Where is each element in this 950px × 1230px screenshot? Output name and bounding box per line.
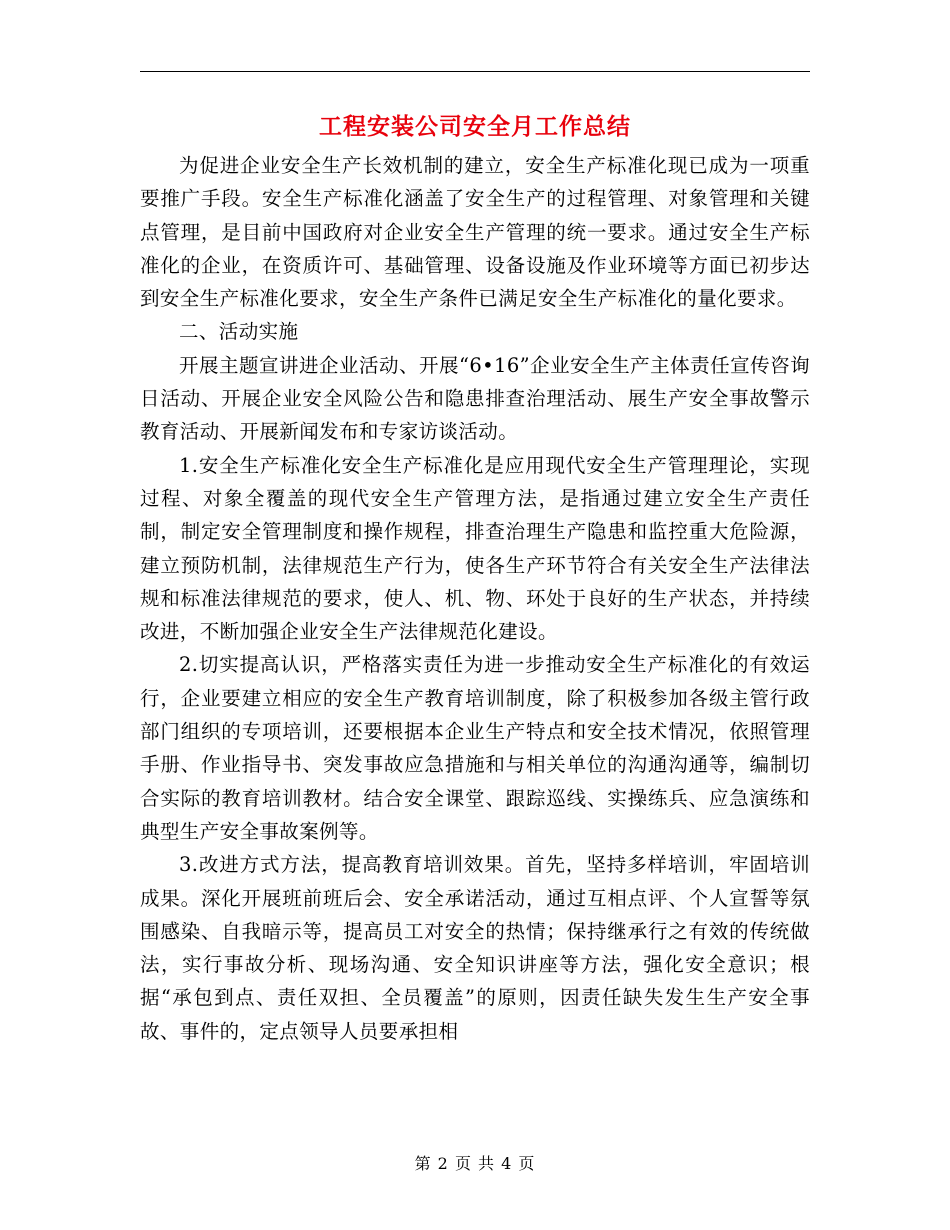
section-heading: 二、活动实施 xyxy=(179,320,299,344)
paragraph-intro: 为促进企业安全生产长效机制的建立，安全生产标准化现已成为一项重要推广手段。安全生产标准化涵盖了安全生产的过程管理、对象管理和关键点管理，是目前中国政府对企业安全生产管理的统一要求。通过安全生产标准化的企业，在资质许可、基础管理、设备设施及作业环境等方面已初步达到安全生产标准化要求，安全生产条件已满足安全生产标准化的量化要求。 xyxy=(140,154,810,311)
paragraph-item-2: 2.切实提高认识，严格落实责任为进一步推动安全生产标准化的有效运行，企业要建立相应的安全生产教育培训制度，除了积极参加各级主管行政部门组织的专项培训，还要根据本企业生产特点和安全技术情况，依照管理手册、作业指导书、突发事故应急措施和与相关单位的沟通沟通等，编制切合实际的教育培训教材。结合安全课堂、跟踪巡线、实操练兵、应急演练和典型生产安全事故案例等。 xyxy=(140,653,810,843)
document-title: 工程安装公司安全月工作总结 xyxy=(319,113,631,140)
paragraph-activities: 开展主题宣讲进企业活动、开展“6•16”企业安全生产主体责任宣传咨询日活动、开展企业安全风险公告和隐患排查治理活动、展生产安全事故警示教育活动、开展新闻发布和专家访谈活动。 xyxy=(140,353,810,444)
paragraph-item-3: 3.改进方式方法，提高教育培训效果。首先，坚持多样培训，牢固培训成果。深化开展班前班后会、安全承诺活动，通过互相点评、个人宣誓等氛围感染、自我暗示等，提高员工对安全的热情；保持继承行之有效的传统做法，实行事故分析、现场沟通、安全知识讲座等方法，强化安全意识；根据“承包到点、责任双担、全员覆盖”的原则，因责任缺失发生生产安全事故、事件的，定点领导人员要承担相 xyxy=(140,853,810,1043)
paragraph-item-1: 1.安全生产标准化安全生产标准化是应用现代安全生产管理理论，实现过程、对象全覆盖的现代安全生产管理方法，是指通过建立安全生产责任制，制定安全管理制度和操作规程，排查治理生产隐患和监控重大危险源，建立预防机制，法律规范生产行为，使各生产环节符合有关安全生产法律法规和标准法律规范的要求，使人、机、物、环处于良好的生产状态，并持续改进，不断加强企业安全生产法律规范化建设。 xyxy=(140,453,810,644)
document-body xyxy=(140,149,810,1048)
page-footer: 第 2 页 共 4 页 xyxy=(414,1154,536,1173)
header-rule xyxy=(140,71,810,72)
